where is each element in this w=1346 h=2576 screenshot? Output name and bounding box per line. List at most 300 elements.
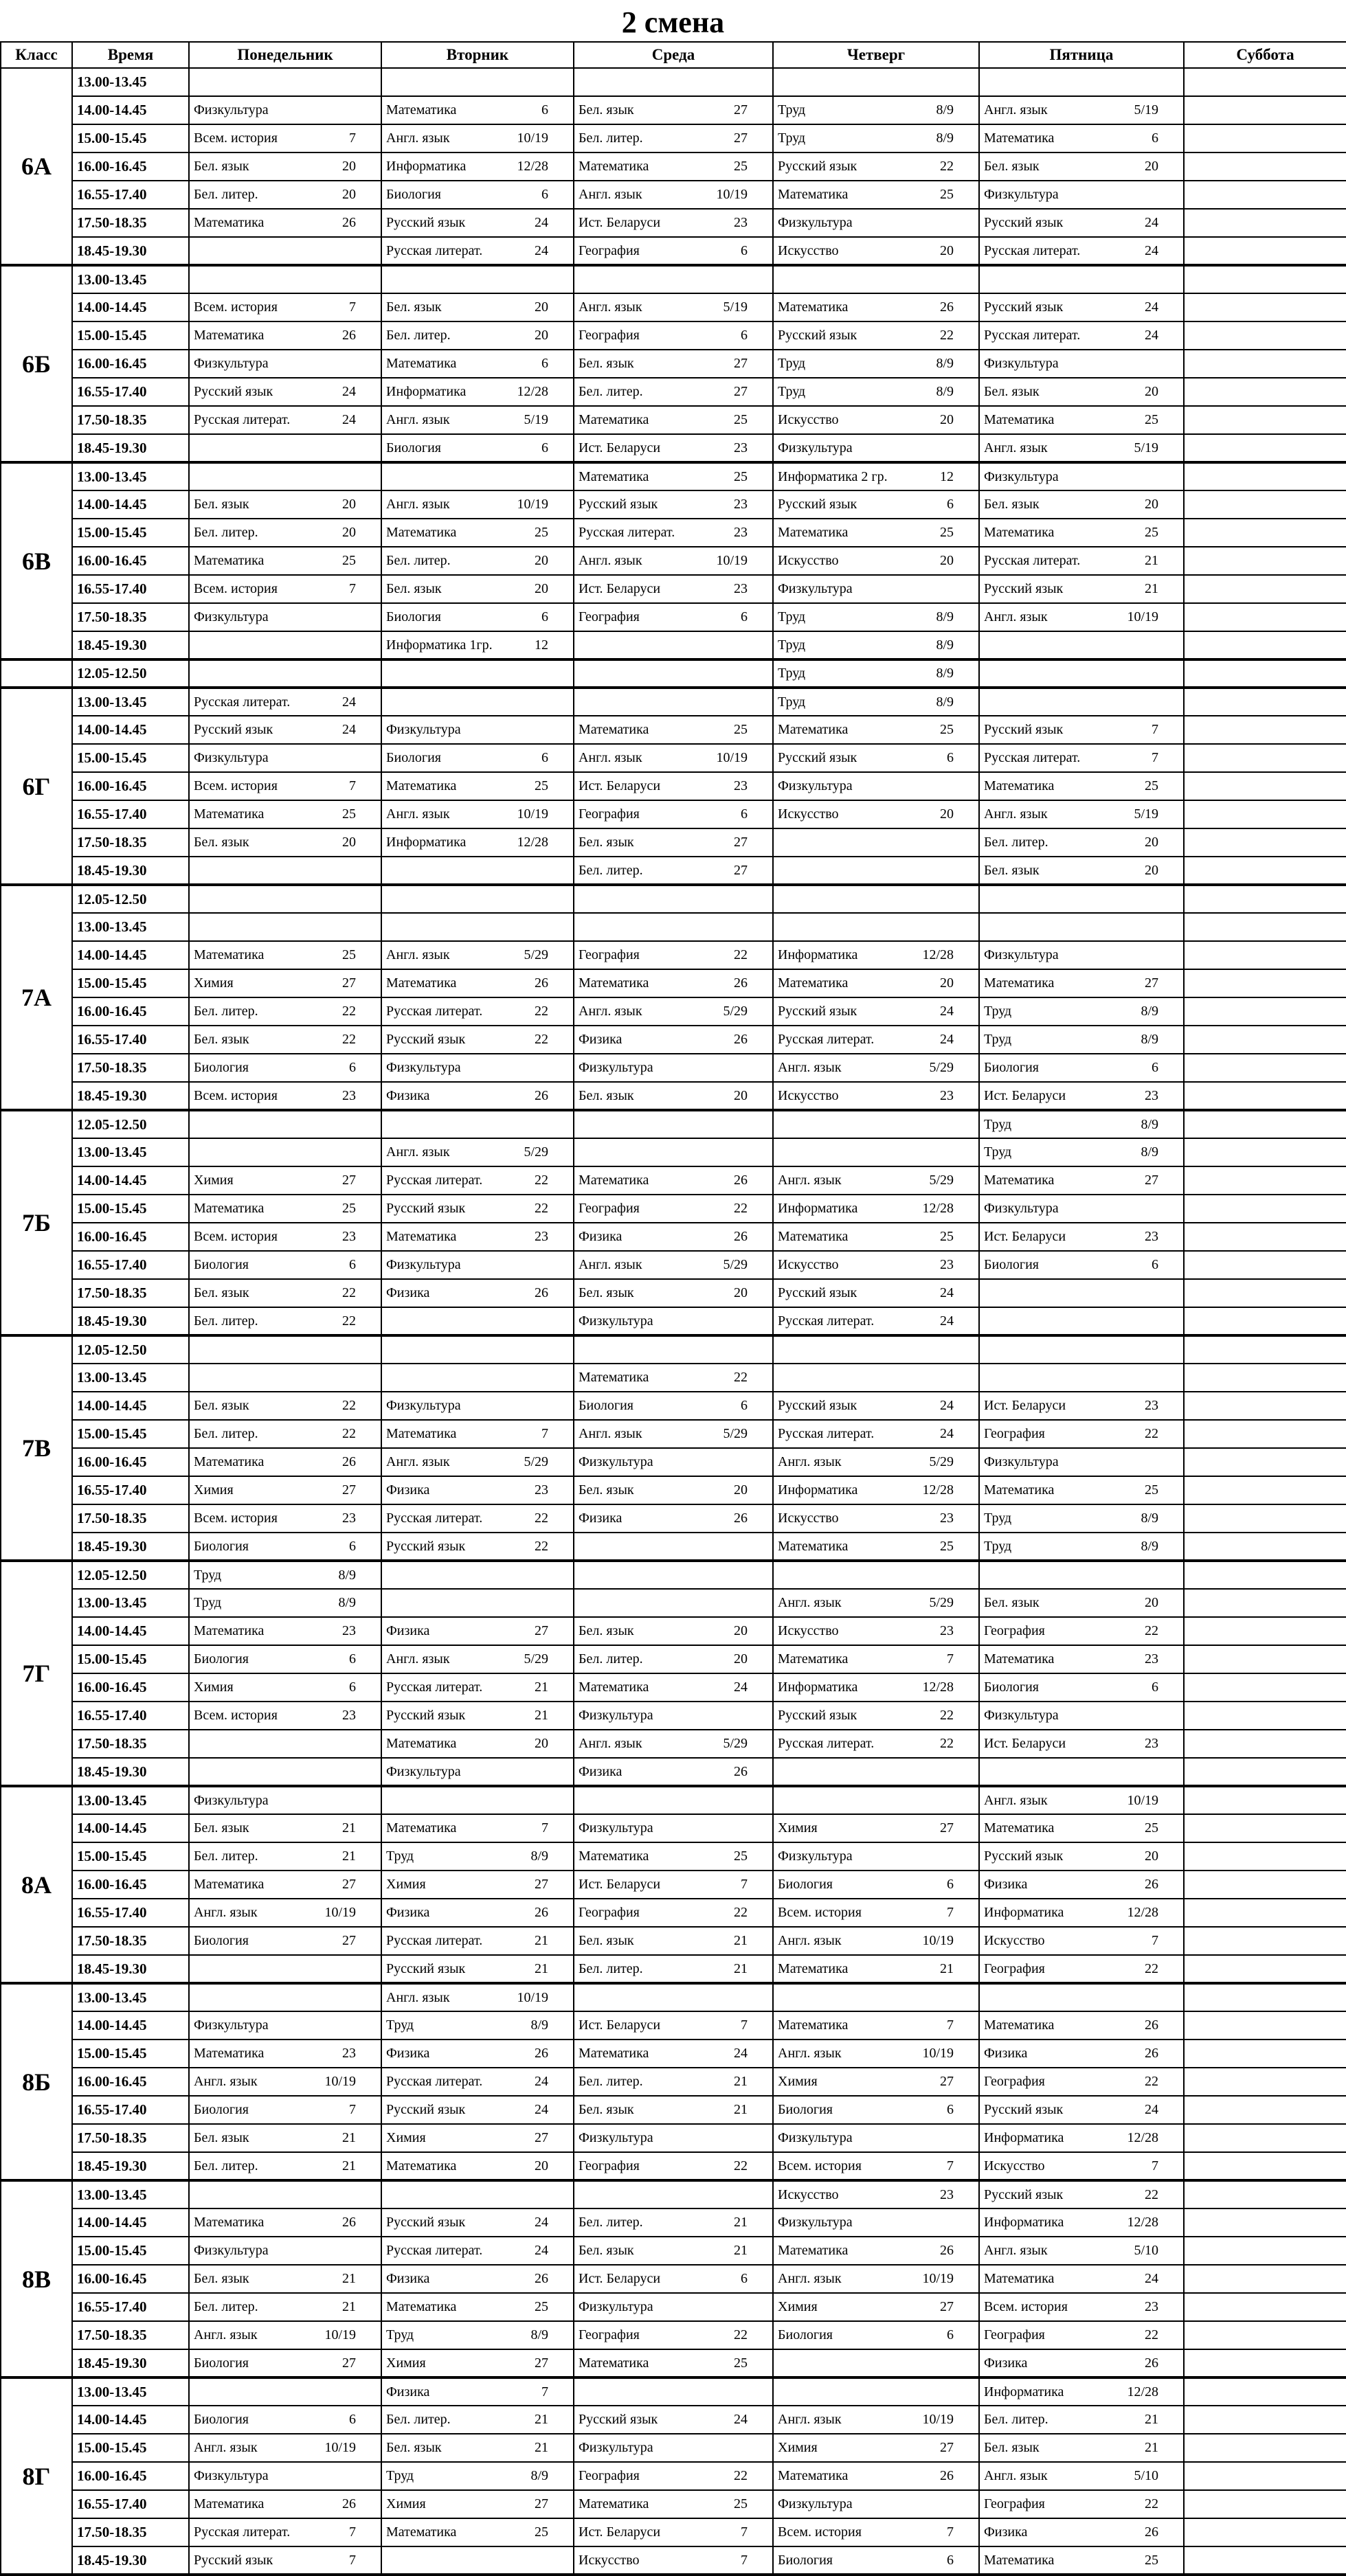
lesson-cell	[979, 2068, 1184, 2096]
lesson-cell	[979, 1392, 1184, 1420]
lesson-cell	[1184, 2349, 1346, 2377]
subject-name: Всем. история	[984, 2299, 1068, 2314]
subject-name: Бел. язык	[194, 1820, 249, 1835]
subject-name: Бел. язык	[579, 1087, 634, 1103]
room-number: 6	[741, 609, 748, 624]
subject-name: Русский язык	[778, 1708, 857, 1723]
subject-name: Бел. литер.	[984, 2412, 1048, 2427]
lesson-cell	[574, 885, 773, 913]
subject-name: Математика	[579, 1173, 649, 1188]
room-number: 24	[1145, 242, 1158, 258]
lesson-cell	[574, 1617, 773, 1645]
room-number: 20	[342, 497, 356, 512]
lesson-time: 18.45-19.30	[72, 631, 189, 659]
subject-name: География	[984, 2074, 1045, 2089]
subject-name: Искусство	[778, 2187, 839, 2202]
room-number: 7	[349, 300, 356, 315]
lesson-cell	[381, 209, 574, 237]
room-number: 12/28	[1127, 2384, 1158, 2399]
subject-name: Англ. язык	[778, 2271, 842, 2286]
schedule-row	[1, 1983, 1346, 2011]
subject-name: Бел. язык	[194, 1032, 249, 1047]
subject-name: География	[984, 2327, 1045, 2342]
room-number: 23	[342, 1623, 356, 1638]
lesson-cell	[979, 1617, 1184, 1645]
lesson-time: 12.05-12.50	[72, 659, 189, 688]
lesson-cell	[979, 1448, 1184, 1476]
lesson-cell	[574, 1730, 773, 1758]
room-number: 8/9	[936, 637, 954, 653]
lesson-time: 14.00-14.45	[72, 2406, 189, 2434]
room-number: 24	[342, 694, 356, 710]
room-number: 27	[1145, 975, 1158, 991]
lesson-cell	[1184, 1533, 1346, 1561]
lesson-cell	[773, 1645, 979, 1673]
room-number: 21	[535, 1961, 548, 1976]
class-label: 6Г	[1, 688, 72, 885]
lesson-cell	[773, 1251, 979, 1279]
room-number: 26	[342, 1454, 356, 1469]
lesson-cell	[381, 885, 574, 913]
lesson-cell	[189, 2293, 381, 2321]
subject-name: Физика	[386, 1285, 430, 1300]
subject-name: Математика	[778, 187, 849, 202]
subject-name: Англ. язык	[778, 1060, 842, 1075]
lesson-cell	[574, 828, 773, 857]
lesson-time: 16.55-17.40	[72, 181, 189, 209]
subject-name: Бел. литер.	[579, 2215, 643, 2230]
lesson-cell	[773, 2068, 979, 2096]
lesson-time: 12.05-12.50	[72, 885, 189, 913]
subject-name: Англ. язык	[579, 187, 642, 202]
schedule-row	[1, 1673, 1346, 1702]
room-number: 10/19	[517, 131, 548, 146]
lesson-cell	[1184, 2321, 1346, 2349]
room-number: 25	[535, 2299, 548, 2314]
lesson-cell	[773, 1195, 979, 1223]
lesson-cell	[773, 857, 979, 885]
lesson-cell	[381, 378, 574, 406]
lesson-cell	[381, 1166, 574, 1195]
room-number: 8/9	[1141, 1116, 1158, 1132]
subject-name: Биология	[194, 1538, 249, 1554]
subject-name: Русская литерат.	[386, 1511, 483, 1526]
header-friday: Пятница	[979, 42, 1184, 68]
lesson-cell	[574, 2377, 773, 2406]
class-label: 8Г	[1, 2377, 72, 2575]
schedule-row	[1, 434, 1346, 462]
room-number: 6	[741, 242, 748, 258]
room-number: 20	[734, 1087, 748, 1103]
schedule-row	[1, 1758, 1346, 1786]
subject-name: Русский язык	[778, 328, 857, 343]
subject-name: Математика	[579, 975, 649, 991]
lesson-time: 16.00-16.45	[72, 1871, 189, 1899]
subject-name: Русский язык	[778, 1285, 857, 1300]
room-number: 21	[1145, 2412, 1158, 2427]
subject-name: Труд	[778, 356, 806, 371]
lesson-time: 17.50-18.35	[72, 603, 189, 631]
lesson-cell	[979, 1307, 1184, 1335]
lesson-cell	[381, 1195, 574, 1223]
subject-name: Русская литерат.	[386, 1004, 483, 1019]
subject-name: Математика	[778, 1651, 849, 1667]
lesson-cell	[574, 1223, 773, 1251]
schedule-row	[1, 96, 1346, 124]
subject-name: Математика	[579, 2496, 649, 2511]
subject-name: География	[579, 609, 640, 624]
subject-name: Англ. язык	[194, 2327, 258, 2342]
subject-name: Математика	[984, 1482, 1055, 1498]
schedule-row	[1, 716, 1346, 744]
lesson-cell	[381, 1138, 574, 1166]
subject-name: Бел. язык	[194, 835, 249, 850]
subject-name: Англ. язык	[984, 2243, 1048, 2258]
lesson-cell	[979, 1110, 1184, 1138]
room-number: 7	[349, 581, 356, 596]
lesson-cell	[979, 1814, 1184, 1842]
lesson-cell	[381, 1702, 574, 1730]
lesson-cell	[1184, 913, 1346, 941]
room-number: 23	[535, 1229, 548, 1244]
subject-name: Русская литерат.	[194, 412, 291, 427]
subject-name: Англ. язык	[984, 440, 1048, 455]
subject-name: Физкультура	[579, 1060, 653, 1075]
subject-name: Русский язык	[984, 581, 1064, 596]
lesson-cell	[773, 1082, 979, 1110]
subject-name: Биология	[984, 1060, 1040, 1075]
lesson-cell	[574, 1983, 773, 2011]
lesson-cell	[1184, 321, 1346, 350]
subject-name: Труд	[778, 609, 806, 624]
lesson-cell	[1184, 462, 1346, 490]
lesson-cell	[979, 1251, 1184, 1279]
lesson-cell	[773, 2349, 979, 2377]
lesson-time: 14.00-14.45	[72, 1814, 189, 1842]
subject-name: Русский язык	[386, 1961, 466, 1976]
lesson-cell	[574, 2237, 773, 2265]
lesson-cell	[381, 1364, 574, 1392]
lesson-cell	[773, 1392, 979, 1420]
subject-name: Математика	[984, 1651, 1055, 1667]
room-number: 23	[342, 1229, 356, 1244]
subject-name: Искусство	[778, 553, 839, 568]
room-number: 24	[535, 215, 548, 230]
lesson-cell	[1184, 350, 1346, 378]
subject-name: Физика	[386, 2384, 430, 2399]
room-number: 7	[947, 2158, 954, 2173]
subject-name: Всем. история	[778, 2524, 862, 2540]
subject-name: Бел. литер.	[579, 2074, 643, 2089]
lesson-cell	[381, 237, 574, 265]
lesson-time: 17.50-18.35	[72, 2518, 189, 2546]
lesson-cell	[773, 209, 979, 237]
room-number: 25	[734, 2355, 748, 2371]
room-number: 25	[342, 806, 356, 822]
subject-name: Математика	[778, 525, 849, 540]
lesson-cell	[773, 434, 979, 462]
subject-name: Труд	[778, 666, 806, 681]
room-number: 21	[342, 2158, 356, 2173]
room-number: 27	[734, 356, 748, 371]
lesson-cell	[773, 293, 979, 321]
room-number: 22	[734, 2468, 748, 2483]
lesson-cell	[189, 2518, 381, 2546]
schedule-row	[1, 2124, 1346, 2152]
subject-name: Физкультура	[386, 722, 461, 737]
lesson-cell	[1184, 1054, 1346, 1082]
subject-name: Физкультура	[778, 440, 853, 455]
room-number: 8/9	[936, 384, 954, 399]
lesson-cell	[979, 2518, 1184, 2546]
lesson-cell	[381, 1054, 574, 1082]
room-number: 7	[349, 2524, 356, 2540]
room-number: 7	[1152, 750, 1158, 765]
subject-name: Физкультура	[386, 1060, 461, 1075]
room-number: 25	[535, 778, 548, 793]
lesson-cell	[574, 2208, 773, 2237]
room-number: 23	[342, 1708, 356, 1723]
lesson-cell	[773, 1420, 979, 1448]
schedule-row	[1, 1786, 1346, 1814]
room-number: 25	[940, 525, 954, 540]
lesson-cell	[574, 1195, 773, 1223]
lesson-time: 15.00-15.45	[72, 2434, 189, 2462]
schedule-row	[1, 603, 1346, 631]
lesson-cell	[574, 1673, 773, 1702]
room-number: 7	[947, 1651, 954, 1667]
subject-name: Математика	[579, 468, 649, 484]
room-number: 25	[342, 553, 356, 568]
lesson-cell	[773, 2237, 979, 2265]
lesson-time: 17.50-18.35	[72, 1927, 189, 1955]
lesson-time: 16.00-16.45	[72, 1673, 189, 1702]
subject-name: Русский язык	[984, 722, 1064, 737]
lesson-time: 15.00-15.45	[72, 519, 189, 547]
subject-name: Биология	[386, 440, 442, 455]
subject-name: Биология	[194, 2102, 249, 2117]
schedule-row	[1, 2490, 1346, 2518]
lesson-cell	[773, 744, 979, 772]
lesson-cell	[1184, 96, 1346, 124]
room-number: 20	[734, 1285, 748, 1300]
subject-name: Математика	[778, 975, 849, 991]
lesson-cell	[381, 490, 574, 519]
room-number: 6	[741, 2271, 748, 2286]
subject-name: Англ. язык	[194, 2074, 258, 2089]
lesson-cell	[381, 1533, 574, 1561]
lesson-cell	[574, 1899, 773, 1927]
subject-name: Физкультура	[194, 356, 269, 371]
room-number: 24	[535, 242, 548, 258]
lesson-cell	[189, 2152, 381, 2180]
room-number: 6	[349, 1257, 356, 1272]
subject-name: Ист. Беларуси	[579, 440, 661, 455]
room-number: 24	[940, 1032, 954, 1047]
lesson-cell	[381, 1786, 574, 1814]
schedule-row	[1, 490, 1346, 519]
schedule-row	[1, 2208, 1346, 2237]
room-number: 27	[342, 975, 356, 991]
lesson-cell	[381, 434, 574, 462]
subject-name: Математика	[778, 1538, 849, 1554]
room-number: 5/29	[524, 1454, 548, 1469]
subject-name: Труд	[984, 1004, 1012, 1019]
lesson-cell	[189, 152, 381, 181]
lesson-cell	[381, 575, 574, 603]
subject-name: Физкультура	[984, 947, 1059, 962]
subject-name: Искусство	[778, 1511, 839, 1526]
lesson-cell	[189, 1617, 381, 1645]
lesson-cell	[1184, 2434, 1346, 2462]
lesson-cell	[979, 575, 1184, 603]
lesson-cell	[1184, 997, 1346, 1026]
room-number: 6	[1152, 1060, 1158, 1075]
lesson-cell	[574, 800, 773, 828]
lesson-cell	[773, 603, 979, 631]
lesson-cell	[773, 1364, 979, 1392]
room-number: 21	[342, 1820, 356, 1835]
room-number: 23	[940, 1623, 954, 1638]
lesson-cell	[773, 519, 979, 547]
lesson-cell	[189, 1871, 381, 1899]
lesson-cell	[189, 913, 381, 941]
lesson-cell	[979, 1504, 1184, 1533]
lesson-cell	[773, 2462, 979, 2490]
lesson-cell	[189, 688, 381, 716]
subject-name: Бел. язык	[984, 384, 1040, 399]
lesson-time: 14.00-14.45	[72, 941, 189, 969]
subject-name: Бел. язык	[579, 102, 634, 117]
lesson-time: 13.00-13.45	[72, 2180, 189, 2208]
subject-name: Информатика	[778, 1482, 858, 1498]
lesson-cell	[979, 1054, 1184, 1082]
room-number: 25	[342, 1201, 356, 1216]
lesson-cell	[979, 2180, 1184, 2208]
room-number: 23	[940, 1087, 954, 1103]
room-number: 20	[1145, 1849, 1158, 1864]
lesson-cell	[979, 1983, 1184, 2011]
lesson-cell	[574, 1871, 773, 1899]
room-number: 5/29	[723, 1257, 748, 1272]
room-number: 8/9	[530, 1849, 548, 1864]
subject-name: Информатика	[778, 1680, 858, 1695]
lesson-cell	[381, 2208, 574, 2237]
subject-name: Русская литерат.	[386, 1680, 483, 1695]
subject-name: Физкультура	[984, 1454, 1059, 1469]
lesson-time: 15.00-15.45	[72, 744, 189, 772]
lesson-cell	[1184, 1335, 1346, 1364]
lesson-cell	[773, 1899, 979, 1927]
lesson-cell	[773, 237, 979, 265]
subject-name: Физкультура	[579, 1708, 653, 1723]
lesson-cell	[1184, 2180, 1346, 2208]
subject-name: Математика	[386, 778, 457, 793]
subject-name: География	[579, 2468, 640, 2483]
room-number: 6	[541, 750, 548, 765]
lesson-cell	[189, 547, 381, 575]
room-number: 5/29	[723, 1004, 748, 1019]
lesson-cell	[574, 2490, 773, 2518]
lesson-cell	[574, 2068, 773, 2096]
room-number: 6	[541, 187, 548, 202]
subject-name: Математика	[579, 412, 649, 427]
subject-name: Математика	[778, 2018, 849, 2033]
lesson-cell	[574, 1758, 773, 1786]
subject-name: Физика	[386, 1482, 430, 1498]
room-number: 23	[1145, 1736, 1158, 1751]
room-number: 20	[535, 553, 548, 568]
lesson-cell	[189, 941, 381, 969]
room-number: 23	[734, 215, 748, 230]
subject-name: Математика	[984, 412, 1055, 427]
lesson-cell	[979, 2152, 1184, 2180]
subject-name: Физика	[386, 1905, 430, 1920]
subject-name: Русский язык	[194, 384, 273, 399]
schedule-row	[1, 997, 1346, 1026]
subject-name: Труд	[386, 1849, 414, 1864]
lesson-cell	[574, 406, 773, 434]
schedule-row	[1, 1082, 1346, 1110]
lesson-cell	[1184, 1673, 1346, 1702]
lesson-cell	[574, 1955, 773, 1983]
subject-name: Физика	[579, 1032, 622, 1047]
lesson-time: 16.00-16.45	[72, 1223, 189, 1251]
lesson-cell	[979, 2124, 1184, 2152]
room-number: 24	[940, 1313, 954, 1329]
schedule-row	[1, 1335, 1346, 1364]
room-number: 23	[734, 497, 748, 512]
subject-name: География	[984, 1961, 1045, 1976]
lesson-cell	[189, 2406, 381, 2434]
subject-name: Химия	[386, 1877, 426, 1892]
room-number: 8/9	[936, 356, 954, 371]
lesson-cell	[189, 1983, 381, 2011]
lesson-cell	[1184, 1195, 1346, 1223]
room-number: 6	[541, 440, 548, 455]
room-number: 27	[342, 2355, 356, 2371]
room-number: 7	[349, 2552, 356, 2568]
room-number: 10/19	[922, 1933, 954, 1948]
subject-name: Биология	[194, 1257, 249, 1272]
subject-name: Физкультура	[778, 1849, 853, 1864]
lesson-cell	[189, 1533, 381, 1561]
lesson-cell	[979, 941, 1184, 969]
subject-name: Биология	[194, 1651, 249, 1667]
schedule-row	[1, 406, 1346, 434]
lesson-cell	[189, 96, 381, 124]
room-number: 22	[342, 1004, 356, 1019]
lesson-time: 15.00-15.45	[72, 2237, 189, 2265]
subject-name: Труд	[778, 131, 806, 146]
schedule-row	[1, 1814, 1346, 1842]
subject-name: Математика	[386, 2524, 457, 2540]
room-number: 22	[940, 328, 954, 343]
subject-name: Русская литерат.	[386, 1933, 483, 1948]
class-label: 8Б	[1, 1983, 72, 2180]
lesson-cell	[979, 490, 1184, 519]
subject-name: Химия	[194, 1482, 234, 1498]
room-number: 23	[535, 1482, 548, 1498]
lesson-cell	[189, 124, 381, 152]
subject-name: Бел. язык	[194, 1285, 249, 1300]
room-number: 25	[1145, 412, 1158, 427]
lesson-cell	[381, 265, 574, 293]
subject-name: Русский язык	[386, 2102, 466, 2117]
room-number: 12/28	[517, 384, 548, 399]
schedule-row	[1, 2180, 1346, 2208]
class-label: 8В	[1, 2180, 72, 2377]
